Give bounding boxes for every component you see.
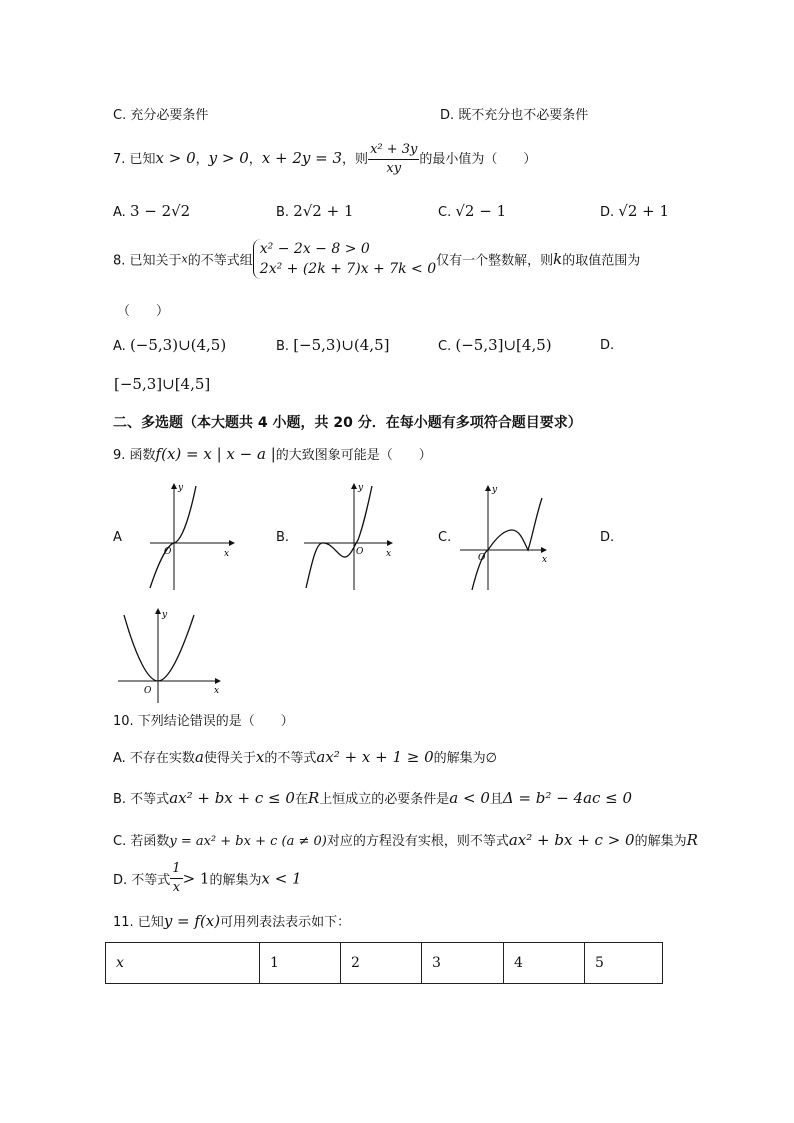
- q8-option-b: B. [−5,3)∪(4,5]: [276, 336, 390, 354]
- graph-d-y-label: y: [162, 610, 168, 620]
- q7-option-a: A. 3 − 2√2: [113, 202, 191, 220]
- table-cell-header: x: [106, 943, 260, 984]
- q11-stem: 11. 已知y = f(x)可用列表法表示如下：: [113, 912, 351, 930]
- q9-graph-b: [298, 480, 408, 595]
- graph-b-x-label: x: [386, 549, 392, 559]
- table-cell: 2: [341, 943, 422, 984]
- q10-d-fraction: $\frac{1}{x}$: [172, 861, 181, 895]
- graph-b-origin: O: [356, 547, 364, 557]
- q9-graph-d: [114, 605, 229, 705]
- q11-value-table: [105, 942, 663, 984]
- q10-option-d: D. 不等式 $\frac{1}{x}$ > 1的解集为x < 1: [113, 861, 302, 895]
- graph-d-x-label: x: [214, 686, 220, 696]
- graph-d-origin: O: [144, 686, 152, 696]
- q8-inequality-system: x² − 2x − 8 > 0 2x² + (2k + 7)x + 7k < 0: [253, 239, 436, 279]
- q9-option-a-label: A: [113, 530, 122, 545]
- q7-fraction: $\frac{\text{x² + 3y}}{xy}$: [370, 142, 418, 176]
- graph-c-y-label: y: [492, 485, 498, 495]
- table-cell: 1: [260, 943, 341, 984]
- q6-option-c: C. 充分必要条件: [113, 108, 209, 123]
- q9-graph-c: [458, 480, 558, 595]
- q8-option-a: A. (−5,3)∪(4,5): [113, 336, 227, 354]
- q10-stem: 10. 下列结论错误的是（ ）: [113, 714, 294, 729]
- q8-option-c: C. (−5,3]∪[4,5): [438, 336, 552, 354]
- q9-option-d-label: D.: [600, 530, 615, 545]
- table-cell: 5: [585, 943, 663, 984]
- section-2-heading: 二、多选题（本大题共 4 小题，共 20 分．在每小题有多项符合题目要求）: [113, 415, 582, 431]
- q7-stem: 7. 已知x > 0，y > 0，x + 2y = 3，则 $\frac{\text{x² + 3y}}{xy}$ 的最小值为（ ）: [113, 142, 537, 176]
- graph-b-y-label: y: [358, 483, 364, 493]
- graph-c-origin: O: [478, 553, 486, 563]
- q10-option-b: B. 不等式ax² + bx + c ≤ 0在R上恒成立的必要条件是a < 0且Δ = b² − 4ac ≤ 0: [113, 789, 633, 807]
- graph-a-y-label: y: [178, 483, 184, 493]
- q9-option-b-label: B.: [276, 530, 290, 545]
- q7-option-d: D. √2 + 1: [600, 202, 670, 220]
- graph-c-x-label: x: [542, 555, 548, 565]
- q8-option-d-label: D.: [600, 338, 615, 353]
- q9-option-c-label: C.: [438, 530, 452, 545]
- q8-paren: （ ）: [117, 304, 170, 319]
- q6-option-d: D. 既不充分也不必要条件: [440, 108, 589, 123]
- q8-option-d: [−5,3]∪[4,5]: [114, 375, 211, 393]
- q7-option-c: C. √2 − 1: [438, 202, 507, 220]
- graph-a-x-label: x: [224, 549, 230, 559]
- q10-option-a: A. 不存在实数a使得关于x的不等式ax² + x + 1 ≥ 0的解集为∅: [113, 748, 497, 766]
- table-cell: 4: [504, 943, 585, 984]
- graph-a-origin: O: [164, 547, 172, 557]
- table-cell: 3: [422, 943, 504, 984]
- table-row: [106, 943, 663, 984]
- q10-option-c: C. 若函数y = ax² + bx + c (a ≠ 0)对应的方程没有实根，则不等式ax² + bx + c > 0的解集为R: [113, 831, 698, 849]
- q7-option-b: B. 2√2 + 1: [276, 202, 354, 220]
- q9-graph-a: [140, 480, 240, 595]
- q9-stem: 9. 函数f(x) = x | x − a |的大致图象可能是（ ）: [113, 445, 432, 463]
- q8-stem: 8. 已知关于x的不等式组 x² − 2x − 8 > 0 2x² + (2k + 7)x + 7k < 0 仅有一个整数解，则k的取值范围为: [113, 241, 641, 277]
